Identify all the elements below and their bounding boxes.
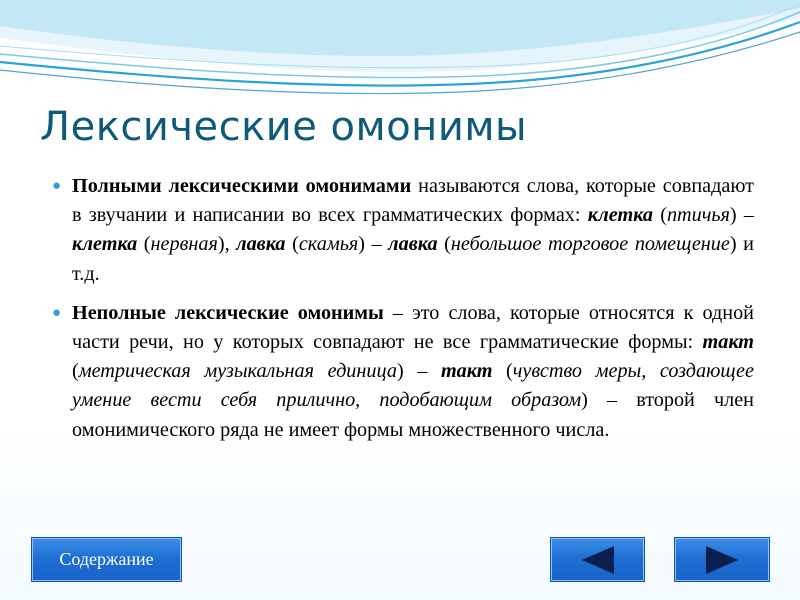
slide-title: Лексические омонимы bbox=[40, 104, 528, 150]
triangle-left-icon bbox=[580, 545, 616, 575]
text-run-normal: ( bbox=[137, 233, 151, 256]
contents-button[interactable] bbox=[32, 538, 181, 581]
text-run-normal: ) – второй член омонимического ряда не имеет формы множественного числа. bbox=[72, 389, 754, 441]
text-run-normal: – это слова, которые относятся к одной части речи, но у которых совпадают не все грамматические формы: bbox=[72, 301, 754, 354]
text-run-bold: Полными лексическими омонимами bbox=[72, 175, 412, 197]
text-run-normal: ( bbox=[492, 360, 513, 383]
text-run-normal: называются слова, которые совпадают в звучании и написании во всех грамматических формах: bbox=[72, 175, 754, 227]
previous-slide-button[interactable] bbox=[551, 538, 644, 581]
text-run-italic: метрическая музыкальная единица bbox=[78, 360, 397, 383]
contents-button-label: Содержание bbox=[59, 549, 154, 569]
text-run-italic: птичья bbox=[666, 204, 730, 227]
bullet-icon: ● bbox=[52, 304, 62, 321]
decorative-waves bbox=[0, 0, 800, 110]
text-run-normal: ( bbox=[285, 233, 299, 256]
text-run-normal: ) – bbox=[729, 204, 754, 227]
text-run-bold-italic: клетка bbox=[587, 204, 653, 227]
text-run-bold-italic: лавка bbox=[388, 233, 438, 256]
text-run-italic: скамья bbox=[298, 233, 359, 256]
bullet-item-full-homonyms bbox=[52, 172, 754, 289]
text-run-bold-italic: такт bbox=[702, 331, 754, 354]
triangle-right-icon bbox=[704, 545, 740, 575]
bullet-text bbox=[72, 302, 754, 441]
text-run-bold: Неполные лексические омонимы bbox=[72, 301, 384, 324]
text-run-normal: ), bbox=[217, 233, 237, 256]
text-run-normal: ) и т.д. bbox=[72, 233, 754, 285]
bullet-icon: ● bbox=[52, 178, 62, 194]
text-run-bold-italic: клетка bbox=[72, 233, 138, 256]
bullet-list bbox=[52, 172, 754, 455]
text-run-italic: чувство меры, создающее умение вести себя прилично, подобающим образом bbox=[72, 360, 754, 412]
text-run-italic: нервная bbox=[150, 233, 218, 256]
next-slide-button[interactable] bbox=[675, 538, 769, 581]
text-run-normal: ( bbox=[437, 233, 451, 256]
bullet-text bbox=[72, 175, 754, 285]
text-run-bold-italic: такт bbox=[440, 360, 493, 383]
text-run-italic: небольшое торговое помещение bbox=[450, 233, 730, 256]
bullet-item-partial-homonyms bbox=[52, 299, 754, 445]
text-run-bold-italic: лавка bbox=[236, 233, 286, 256]
text-run-normal: ( bbox=[72, 360, 79, 383]
text-run-normal: ) – bbox=[396, 360, 441, 383]
text-run-normal: ( bbox=[652, 204, 667, 227]
text-run-normal: ) – bbox=[358, 233, 389, 256]
